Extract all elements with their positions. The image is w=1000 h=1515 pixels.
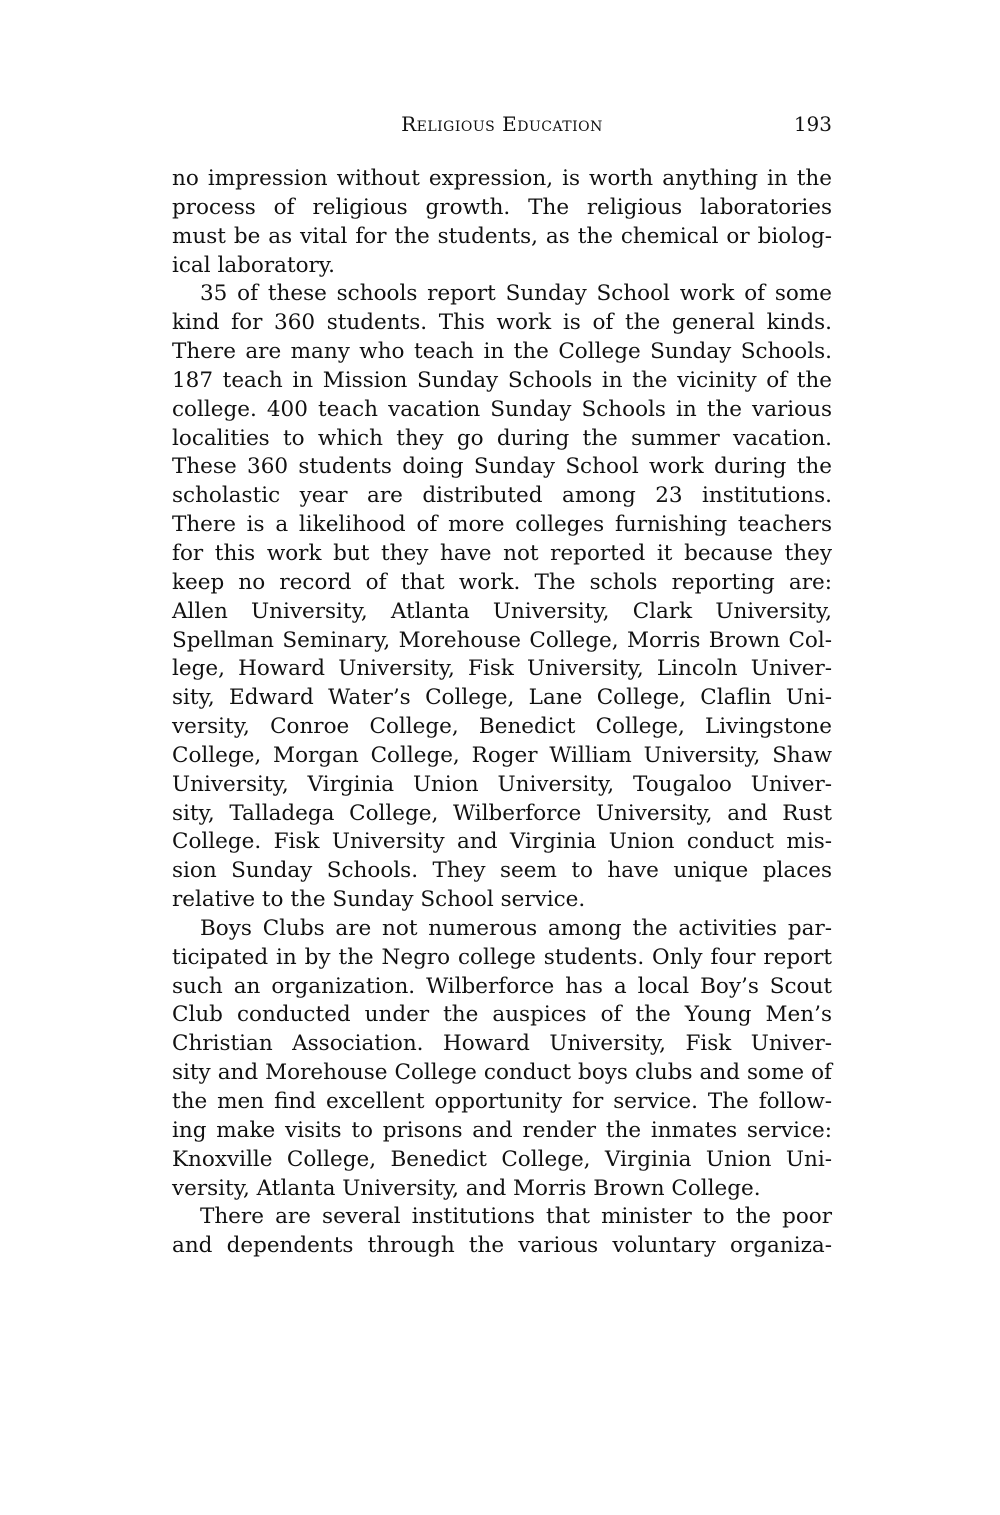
text-line: 35 of these schools report Sunday School work of some xyxy=(200,281,832,307)
text-line: These 360 students doing Sunday School work during the xyxy=(172,454,832,480)
page-number: 193 xyxy=(793,112,832,136)
text-line: ing make visits to prisons and render the inmates service: xyxy=(172,1117,832,1143)
text-line: Spellman Seminary, Morehouse College, Morris Brown Col- xyxy=(172,627,832,653)
text-line: College. Fisk University and Virginia Union conduct mis- xyxy=(172,829,832,855)
text-line: the men find excellent opportunity for service. The follow- xyxy=(172,1089,832,1114)
text-line: scholastic year are distributed among 23 institutions. xyxy=(172,483,832,509)
text-line: such an organization. Wilberforce has a local Boy’s Scout xyxy=(172,973,832,999)
text-line: sity, Talladega College, Wilberforce University, and Rust xyxy=(172,800,832,826)
text-line: ical laboratory. xyxy=(172,252,335,278)
text-line: There are several institutions that minister to the poor xyxy=(200,1204,832,1230)
text-line: College, Morgan College, Roger William University, Shaw xyxy=(172,742,832,768)
text-line: localities to which they go during the summer vacation. xyxy=(172,425,832,451)
text-line: relative to the Sunday School service. xyxy=(172,887,586,913)
running-title: Religious Education xyxy=(401,112,603,136)
text-line: sion Sunday Schools. They seem to have unique places xyxy=(172,858,832,884)
text-line: Allen University, Atlanta University, Clark University, xyxy=(172,598,832,624)
text-line: Boys Clubs are not numerous among the activities par- xyxy=(200,915,832,941)
text-line: versity, Atlanta University, and Morris Brown College. xyxy=(172,1175,761,1201)
text-line: and dependents through the various voluntary organiza- xyxy=(172,1233,832,1259)
text-line: Knoxville College, Benedict College, Virginia Union Uni- xyxy=(172,1146,832,1172)
text-line: must be as vital for the students, as the chemical or biolog- xyxy=(172,223,832,249)
paragraph xyxy=(172,165,832,280)
text-line: college. 400 teach vacation Sunday Schools in the various xyxy=(172,396,832,422)
text-line: Club conducted under the auspices of the Young Men’s xyxy=(172,1002,832,1028)
running-header xyxy=(172,112,832,142)
text-line: lege, Howard University, Fisk University, Lincoln Univer- xyxy=(172,656,832,682)
text-line: Christian Association. Howard University, Fisk Univer- xyxy=(172,1031,832,1057)
text-line: There are many who teach in the College Sunday Schools. xyxy=(172,339,832,365)
paragraph xyxy=(172,280,832,915)
text-line: kind for 360 students. This work is of the general kinds. xyxy=(172,310,832,336)
text-line: versity, Conroe College, Benedict College, Livingstone xyxy=(172,714,832,740)
text-line: There is a likelihood of more colleges furnishing teachers xyxy=(172,512,832,538)
text-line: sity and Morehouse College conduct boys clubs and some of xyxy=(172,1060,832,1086)
text-line: no impression without expression, is worth anything in the xyxy=(172,166,832,191)
text-line: ticipated in by the Negro college students. Only four report xyxy=(172,944,832,970)
text-line: University, Virginia Union University, Tougaloo Univer- xyxy=(172,771,832,797)
text-line: keep no record of that work. The schols reporting are: xyxy=(172,569,832,595)
paragraph xyxy=(172,1203,832,1261)
body-text xyxy=(172,165,832,1261)
text-line: for this work but they have not reported it because they xyxy=(172,540,832,566)
text-line: process of religious growth. The religious laboratories xyxy=(172,194,832,220)
paragraph xyxy=(172,915,832,1203)
text-line: 187 teach in Mission Sunday Schools in the vicinity of the xyxy=(172,367,832,393)
text-line: sity, Edward Water’s College, Lane College, Claflin Uni- xyxy=(172,685,832,711)
